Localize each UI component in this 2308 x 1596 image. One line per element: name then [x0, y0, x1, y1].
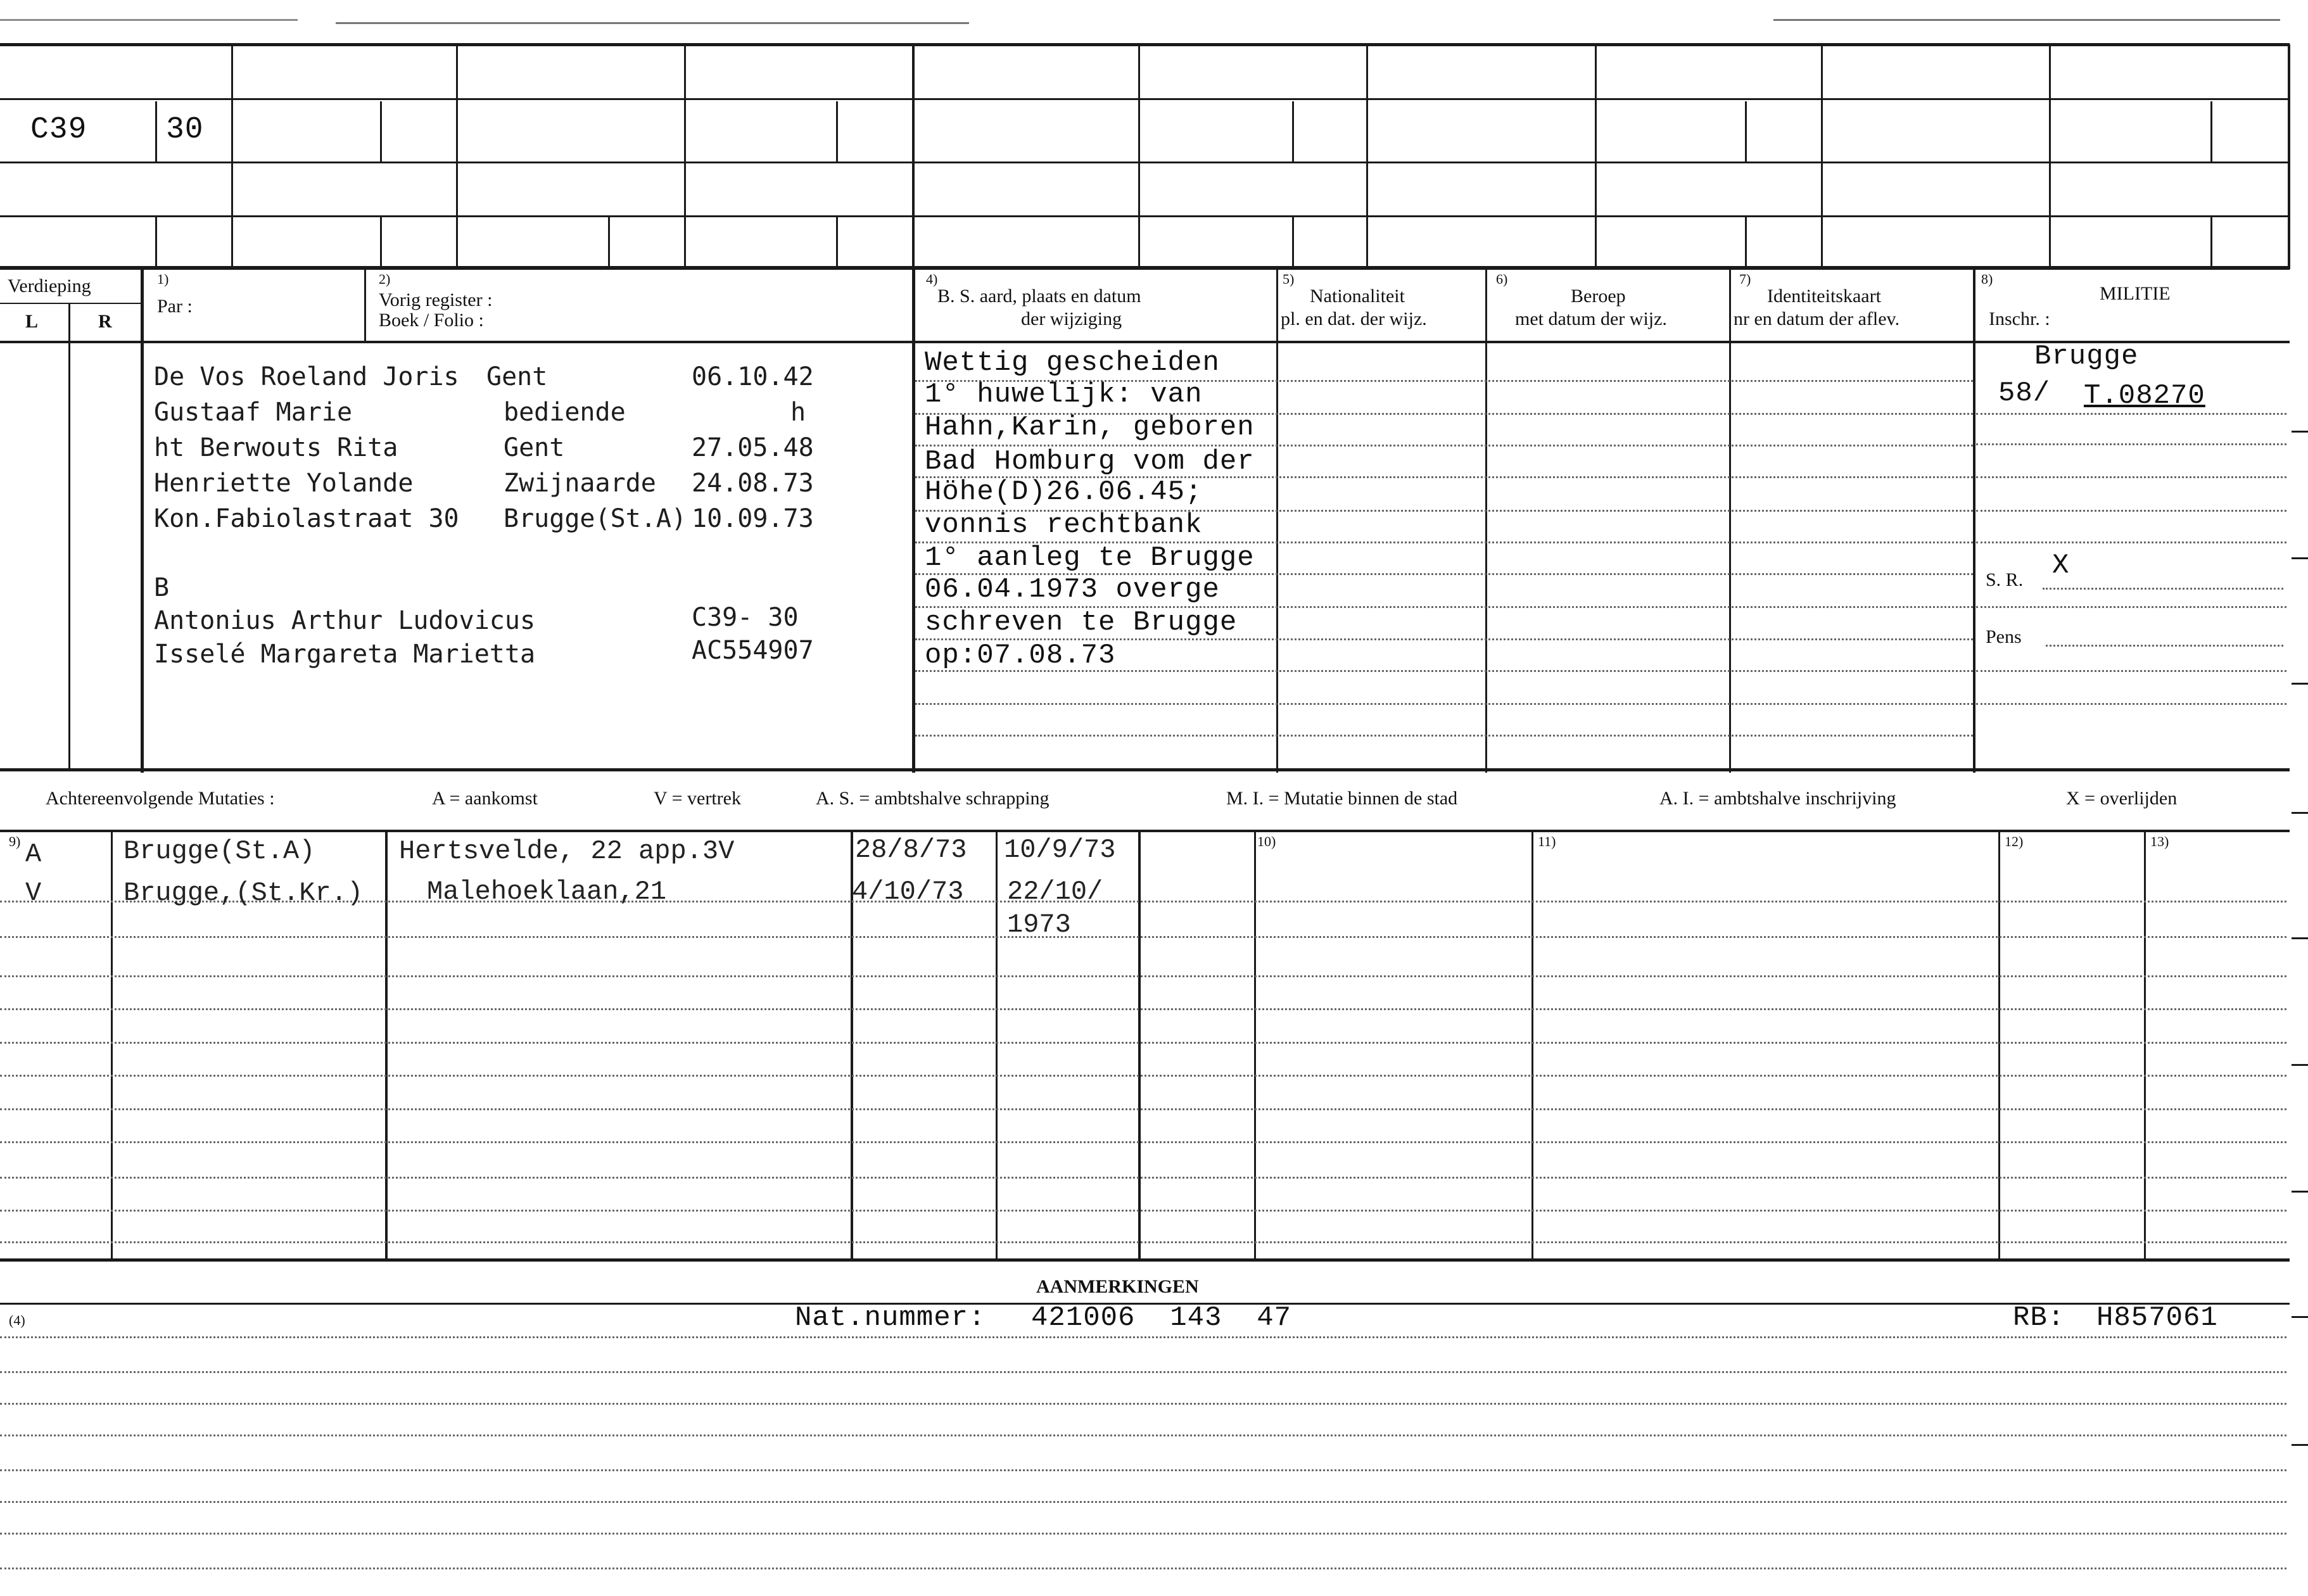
mutation-place: Brugge,(St.Kr.)	[124, 878, 364, 908]
identiteitskaart-label: Identiteitskaart	[1767, 286, 1881, 307]
person-date: 24.08.73	[692, 469, 814, 498]
col4-left	[912, 269, 915, 773]
beroep-label: Beroep	[1571, 286, 1626, 307]
rb-value: H857061	[2096, 1302, 2218, 1334]
person-name: Henriette Yolande	[154, 469, 414, 498]
col-num: 5)	[1283, 271, 1295, 287]
col-num: 4)	[926, 271, 938, 287]
top-row-line	[0, 215, 2290, 217]
register-number: 30	[166, 113, 204, 147]
b-name1: Antonius Arthur Ludovicus	[154, 606, 536, 635]
wijziging-label: der wijziging	[1021, 308, 1122, 329]
mutation-date2: 10/9/73	[1004, 835, 1116, 865]
civil-line: Wettig gescheiden	[925, 347, 1220, 379]
rb-label: RB:	[2013, 1302, 2065, 1334]
col-num: 6)	[1496, 271, 1508, 287]
top-row-line	[0, 162, 2290, 163]
mutation-address: Malehoeklaan,21	[427, 877, 667, 907]
register-code: C39	[30, 113, 87, 147]
person-date: 06.10.42	[692, 362, 814, 391]
vorig-register-label: Vorig register :	[379, 289, 493, 310]
nat-sub-label: pl. en dat. der wijz.	[1281, 308, 1427, 329]
person-name: Gustaaf Marie	[154, 398, 353, 427]
verdieping-right	[141, 269, 144, 773]
legend-as: A. S. = ambtshalve schrapping	[816, 788, 1049, 809]
col-num: 12)	[2005, 833, 2024, 849]
legend-mi: M. I. = Mutatie binnen de stad	[1226, 788, 1458, 809]
person-date: 10.09.73	[692, 504, 814, 533]
person-place: bediende	[504, 398, 626, 427]
boek-folio-label: Boek / Folio :	[379, 310, 484, 331]
nat-label: Nat.nummer:	[795, 1302, 986, 1334]
torn-edge	[0, 19, 298, 21]
col-num: 10)	[1257, 833, 1276, 849]
mutation-date2-year: 1973	[1007, 909, 1071, 940]
nationaliteit-label: Nationaliteit	[1310, 286, 1405, 307]
header-bottom	[0, 341, 2290, 343]
mutation-address: Hertsvelde, 22 app.3V	[399, 836, 735, 866]
col-num: 1)	[157, 271, 169, 287]
l-label: L	[25, 311, 39, 332]
mutation-type: A	[25, 839, 42, 870]
remarks-title: AANMERKINGEN	[1036, 1276, 1199, 1297]
col-num: 8)	[1981, 271, 1993, 287]
person-name: ht Berwouts Rita	[154, 433, 398, 462]
col-num: 7)	[1739, 271, 1751, 287]
bs-aard-label: B. S. aard, plaats en datum	[937, 286, 1141, 307]
sr-value: X	[2052, 550, 2070, 581]
militie-place: Brugge	[2034, 341, 2139, 372]
legend-ai: A. I. = ambtshalve inschrijving	[1659, 788, 1896, 809]
person-name: De Vos Roeland Joris	[154, 362, 459, 391]
civil-line: schreven te Brugge	[925, 607, 1238, 638]
par-label: Par :	[157, 296, 193, 317]
col-num: 13)	[2150, 833, 2169, 849]
legend-v: V = vertrek	[654, 788, 741, 809]
mutations-top	[0, 830, 2290, 832]
torn-edge	[1773, 19, 2280, 21]
legend-x: X = overlijden	[2066, 788, 2178, 809]
person-address: Kon.Fabiolastraat 30	[154, 504, 459, 533]
militie-code: T.08270	[2084, 380, 2205, 412]
civil-line: Hahn,Karin, geboren	[925, 412, 1255, 443]
mutation-type: V	[25, 878, 42, 908]
mutation-date2: 22/10/	[1007, 877, 1103, 907]
torn-edge	[336, 22, 969, 24]
civil-line: 1° aanleg te Brugge	[925, 542, 1255, 574]
r-label: R	[98, 311, 112, 332]
pens-label: Pens	[1986, 626, 2022, 647]
top-border	[0, 43, 2290, 46]
legend-title: Achtereenvolgende Mutaties :	[46, 788, 275, 809]
top-strip-bottom	[0, 266, 2290, 270]
b-value1: C39- 30	[692, 603, 799, 632]
mutation-date1: 4/10/73	[852, 877, 964, 907]
beroep-sub-label: met datum der wijz.	[1515, 308, 1667, 329]
mutation-place: Brugge(St.A)	[124, 836, 315, 866]
militie-number: 58/	[1998, 377, 2051, 409]
mutation-date1: 28/8/73	[855, 835, 967, 865]
legend-a: A = aankomst	[432, 788, 538, 809]
sr-label: S. R.	[1986, 569, 2024, 590]
civil-line: vonnis rechtbank	[925, 509, 1203, 541]
civil-line: 1° huwelijk: van	[925, 379, 1203, 410]
person-place: Gent	[486, 362, 548, 391]
verdieping-label: Verdieping	[8, 276, 91, 296]
remarks-num: (4)	[9, 1312, 25, 1328]
person-date: h	[790, 398, 806, 427]
top-row-line	[0, 98, 2290, 100]
person-place: Gent	[504, 433, 565, 462]
militie-label: MILITIE	[2100, 283, 2171, 304]
civil-line: 06.04.1973 overge	[925, 574, 1220, 605]
lr-divider	[68, 303, 70, 771]
person-place: Brugge(St.A)	[504, 504, 687, 533]
b-label: B	[154, 573, 170, 602]
civil-line: Höhe(D)26.06.45;	[925, 476, 1203, 508]
body-bottom	[0, 768, 2290, 771]
col-num: 9)	[9, 833, 21, 849]
col-num: 11)	[1538, 833, 1556, 849]
person-place: Zwijnaarde	[504, 469, 656, 498]
mutations-bottom	[0, 1258, 2290, 1262]
b-value2: AC554907	[692, 636, 814, 665]
b-name2: Isselé Margareta Marietta	[154, 640, 536, 669]
inschr-label: Inschr. :	[1989, 308, 2050, 329]
civil-line: Bad Homburg vom der	[925, 446, 1255, 478]
col-num: 2)	[379, 271, 391, 287]
civil-line: op:07.08.73	[925, 640, 1116, 671]
id-sub-label: nr en datum der aflev.	[1734, 308, 1900, 329]
nat-value: 421006 143 47	[1031, 1302, 1292, 1334]
person-date: 27.05.48	[692, 433, 814, 462]
